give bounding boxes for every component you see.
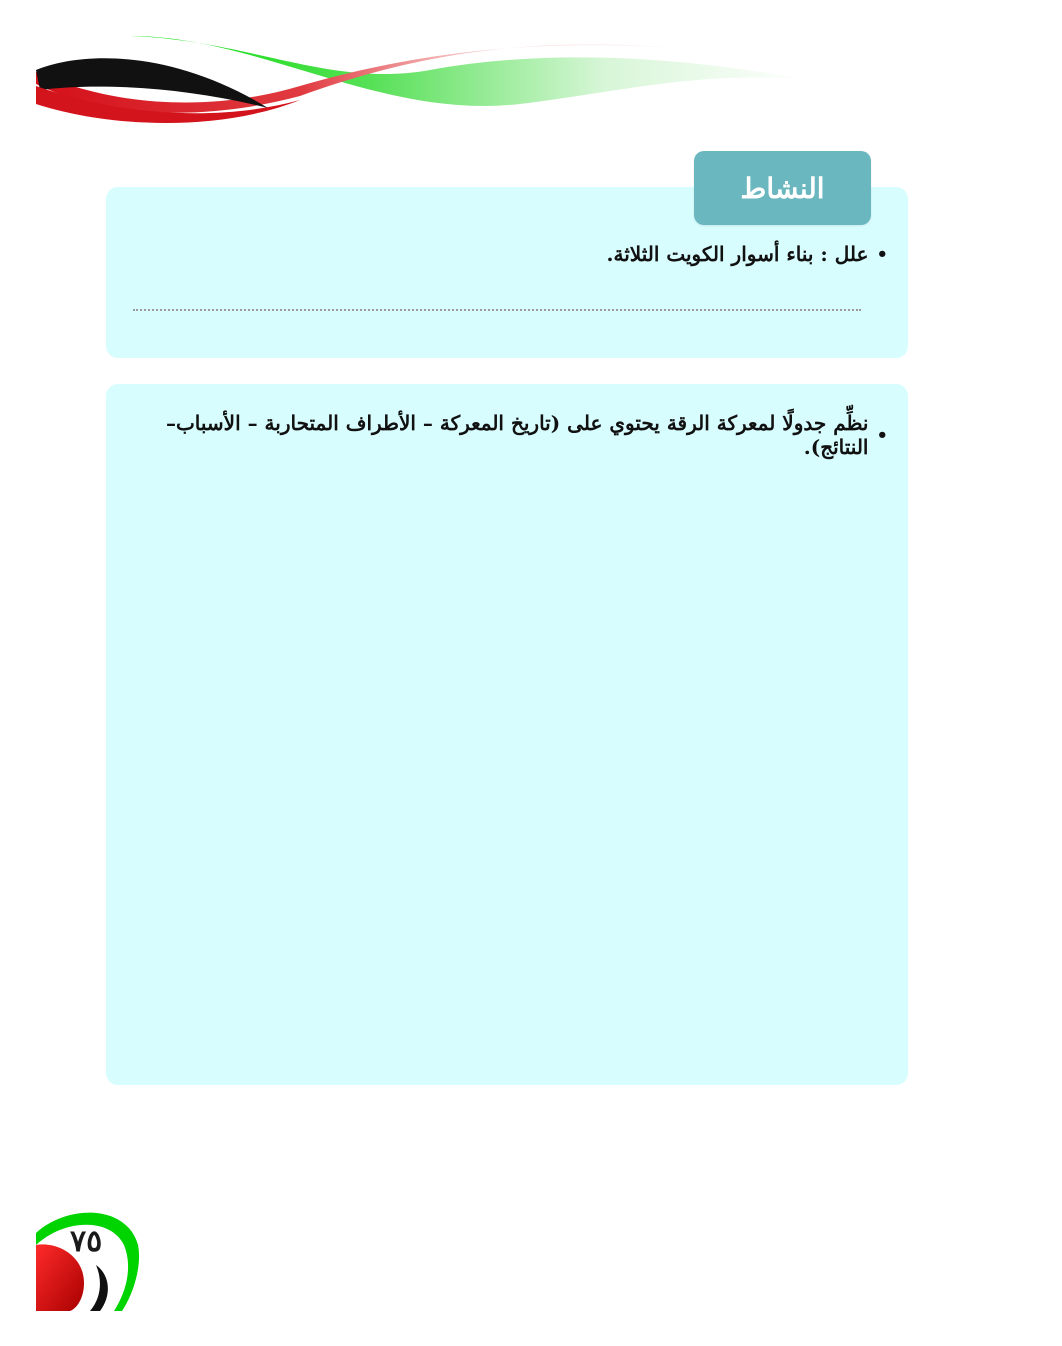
page-number: ٧٥ xyxy=(70,1224,103,1259)
bullet-icon: • xyxy=(876,424,888,446)
question-1-text: علل : بناء أسوار الكويت الثلاثة. xyxy=(606,242,869,266)
bullet-icon: • xyxy=(876,243,888,265)
answer-line[interactable] xyxy=(133,309,861,311)
question-1 xyxy=(607,242,888,266)
flag-ribbon-decoration xyxy=(0,0,1062,160)
activity-panel-2[interactable] xyxy=(106,384,908,1085)
question-2-text: نظِّم جدولًا لمعركة الرقة يحتوي على (تاريخ المعركة – الأطراف المتحاربة – الأسباب–النتائج). xyxy=(165,411,869,459)
activity-badge: النشاط xyxy=(694,151,871,225)
question-2 xyxy=(106,411,888,459)
